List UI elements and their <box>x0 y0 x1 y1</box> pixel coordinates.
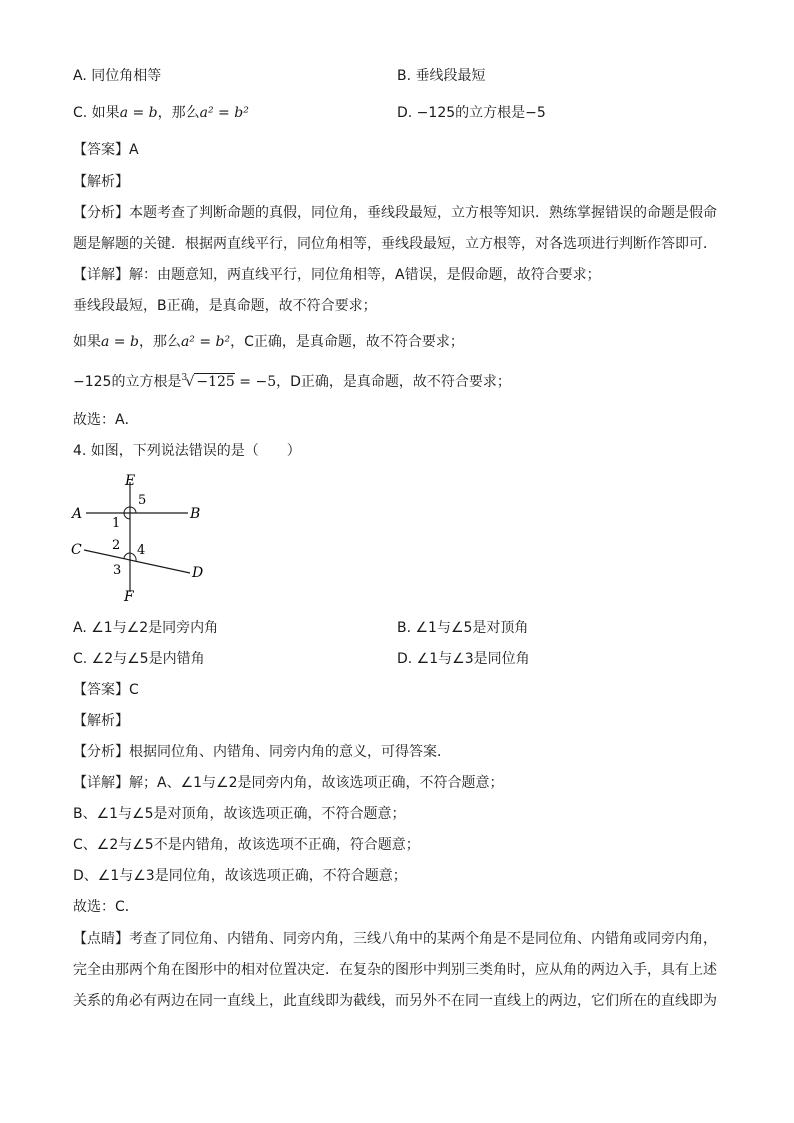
q3-detail-line4-prefix: −125的立方根是 <box>73 374 182 390</box>
root-result: = −5 <box>239 374 277 390</box>
q3-detail-line3-mid: ，那么 <box>138 334 181 350</box>
q4-conclusion: 故选：C． <box>73 899 139 915</box>
label-e: E <box>125 473 136 489</box>
q3-option-b: B. 垂线段最短 <box>397 68 486 84</box>
label-b: B <box>190 506 201 522</box>
q3-detail-line3 <box>73 332 464 352</box>
radical-sign: √ <box>185 374 195 390</box>
root-index: 3 <box>181 373 188 383</box>
q3-option-c-cond: a = b <box>119 105 158 121</box>
q4-detail-line4: D、∠1与∠3是同位角，故该选项正确，不符合题意； <box>73 868 407 884</box>
q4-comment-line1: 【点睛】考查了同位角、内错角、同旁内角，三线八角中的某两个角是不是同位角、内错角或同旁内角， <box>73 931 717 947</box>
q3-analysis-title: 【解析】 <box>73 174 129 190</box>
q3-option-d: D. −125的立方根是−5 <box>397 105 546 121</box>
q4-option-d: D. ∠1与∠3是同位角 <box>397 651 530 667</box>
q4-option-a: A. ∠1与∠2是同旁内角 <box>73 620 219 636</box>
q3-analysis-line2: 题是解题的关键．根据两直线平行，同位角相等，垂线段最短，立方根等，对各选项进行判断作答即可． <box>73 236 717 252</box>
q3-detail-line4-suffix: ，D正确，是真命题，故不符合要求； <box>276 374 511 390</box>
radicand: −125 <box>196 374 235 390</box>
label-angle-5: 5 <box>138 493 147 508</box>
q4-analysis-line1: 【分析】根据同位角、内错角、同旁内角的意义，可得答案． <box>73 744 451 760</box>
q3-option-c-mid: ，那么 <box>157 105 200 121</box>
q3-detail-line3-prefix: 如果 <box>73 334 101 350</box>
q4-comment-line2: 完全由那两个角在图形中的相对位置决定．在复杂的图形中判别三类角时，应从角的两边入手，具有上述 <box>73 962 717 978</box>
label-a: A <box>72 506 83 522</box>
angle-arc-2 <box>124 553 130 559</box>
q3-conclusion: 故选：A． <box>73 412 139 428</box>
q4-analysis-title: 【解析】 <box>73 713 129 729</box>
q3-option-c-expr: a² = b² <box>199 105 249 121</box>
q3-detail-line3-expr: a² = b² <box>180 334 231 350</box>
q3-option-c <box>73 103 249 123</box>
label-c: C <box>71 542 82 558</box>
q3-detail-line4 <box>73 372 511 392</box>
q3-detail-line1: 【详解】解：由题意知，两直线平行，同位角相等，A错误，是假命题，故符合要求； <box>73 267 601 283</box>
q3-analysis-line1: 【分析】本题考查了判断命题的真假，同位角，垂线段最短，立方根等知识．熟练掌握错误的命题是假命 <box>73 205 717 221</box>
q4-detail-line2: B、∠1与∠5是对顶角，故该选项正确，不符合题意； <box>73 806 406 822</box>
label-angle-4: 4 <box>137 543 146 558</box>
q3-option-a: A. 同位角相等 <box>73 68 162 84</box>
q3-option-c-prefix: C. 如果 <box>73 105 120 121</box>
q4-comment-line3: 关系的角必有两边在同一直线上，此直线即为截线，而另外不在同一直线上的两边，它们所在的直线即为 <box>73 993 717 1009</box>
q3-detail-line3-cond: a = b <box>101 334 139 350</box>
q4-option-b: B. ∠1与∠5是对顶角 <box>397 620 529 636</box>
label-angle-1: 1 <box>112 516 121 531</box>
q4-option-c: C. ∠2与∠5是内错角 <box>73 651 205 667</box>
label-d: D <box>192 565 204 581</box>
label-f: F <box>124 589 134 605</box>
q4-question: 4. 如图，下列说法错误的是（ ） <box>73 443 301 459</box>
geometry-figure <box>66 470 216 610</box>
q4-detail-line3: C、∠2与∠5不是内错角，故该选项不正确，符合题意； <box>73 837 420 853</box>
q4-answer: 【答案】C <box>73 682 139 698</box>
label-angle-3: 3 <box>113 563 122 578</box>
angle-arc-1 <box>124 513 130 519</box>
q3-detail-line2: 垂线段最短，B正确，是真命题，故不符合要求； <box>73 298 377 314</box>
q3-detail-line3-suffix: ，C正确，是真命题，故不符合要求； <box>230 334 464 350</box>
label-angle-2: 2 <box>112 538 121 553</box>
q3-answer: 【答案】A <box>73 142 139 158</box>
cube-root-expression <box>181 372 234 392</box>
q4-detail-line1: 【详解】解；A、∠1与∠2是同旁内角，故该选项正确，不符合题意； <box>73 775 504 791</box>
